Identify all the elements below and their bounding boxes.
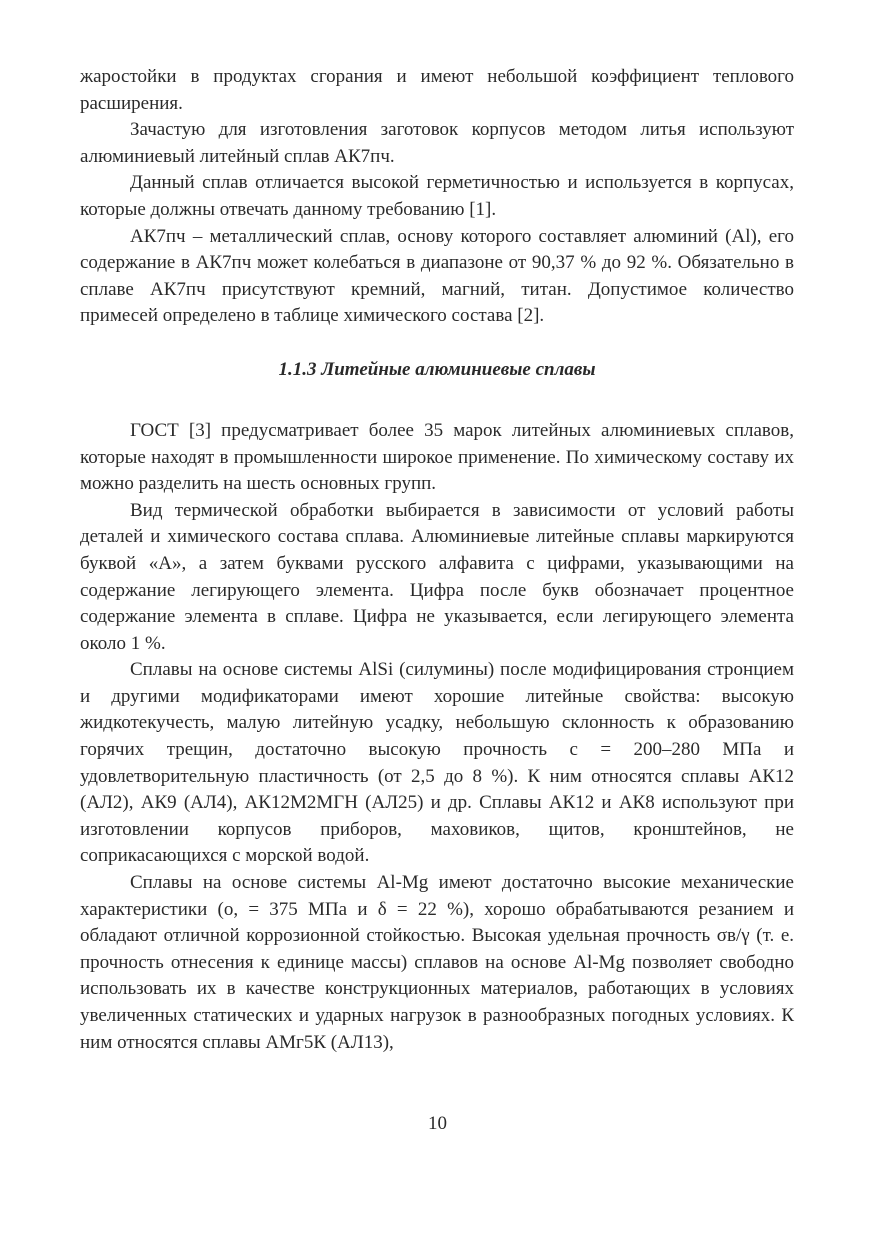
paragraph-ak7pch-usage: Зачастую для изготовления заготовок корпусов методом литья используют алюминиевый литейный сплав АК7пч. [80,119,794,167]
section-heading: 1.1.3 Литейные алюминиевые сплавы [278,358,596,380]
paragraph-almg-alloys: Сплавы на основе системы Al-Mg имеют достаточно высокие механические характеристики (о, = 375 МПа и δ = 22 %), хорошо обрабатываются резанием и обладают отличной коррозионной стойкостью. Высокая удельная прочность σв/γ (т. е. прочность отнесения к единице массы) сплавов на основе Al-Mg позволяет свободно использовать их в качестве конструкционных материалов, работающих в условиях увеличенных статических и ударных нагрузок в разнообразных погодных условиях. К ним относятся сплавы АМг5К (АЛ13), [80,872,794,1053]
paragraph-gost: ГОСТ [3] предусматривает более 35 марок литейных алюминиевых сплавов, которые находят в промышленности широкое применение. По химическому составу их можно разделить на шесть основных групп. [80,419,794,495]
paragraph-ak7pch-composition: АК7пч – металлический сплав, основу которого составляет алюминий (Al), его содержание в АК7пч может колебаться в диапазоне от 90,37 % до 92 %. Обязательно в сплаве АК7пч присутствуют кремний, магний, титан. Допустимое количество примесей определено в таблице химического состава [2]. [80,225,794,327]
paragraph-heat-treatment: Вид термической обработки выбирается в зависимости от условий работы деталей и химического состава сплава. Алюминиевые литейные сплавы маркируются буквой «А», а затем буквами русского алфавита с цифрами, указывающими на содержание легирующего элемента. Цифра после букв обозначает процентное содержание элемента в сплаве. Цифра не указывается, если легирующего элемента около 1 %. [80,499,794,654]
paragraph-alsi-alloys: Сплавы на основе системы AlSi (силумины) после модифицирования стронцием и другими модификаторами имеют хорошие литейные свойства: высокую жидкотекучесть, малую литейную усадку, небольшую склонность к образованию горячих трещин, достаточно высокую прочность с = 200–280 МПа и удовлетворительную пластичность (от 2,5 до 8 %). К ним относятся сплавы АК12 (АЛ2), АК9 (АЛ4), АК12М2МГН (АЛ25) и др. Сплавы АК12 и АК8 используют при изготовлении корпусов приборов, маховиков, щитов, кронштейнов, не соприкасающихся с морской водой. [80,659,794,867]
paragraph-hermeticity: Данный сплав отличается высокой герметичностью и используется в корпусах, которые должны отвечать данному требованию [1]. [80,172,794,220]
page-body [80,64,794,1056]
paragraph-continuation: жаростойки в продуктах сгорания и имеют небольшой коэффициент теплового расширения. [80,66,794,114]
page-number: 10 [428,1113,447,1134]
